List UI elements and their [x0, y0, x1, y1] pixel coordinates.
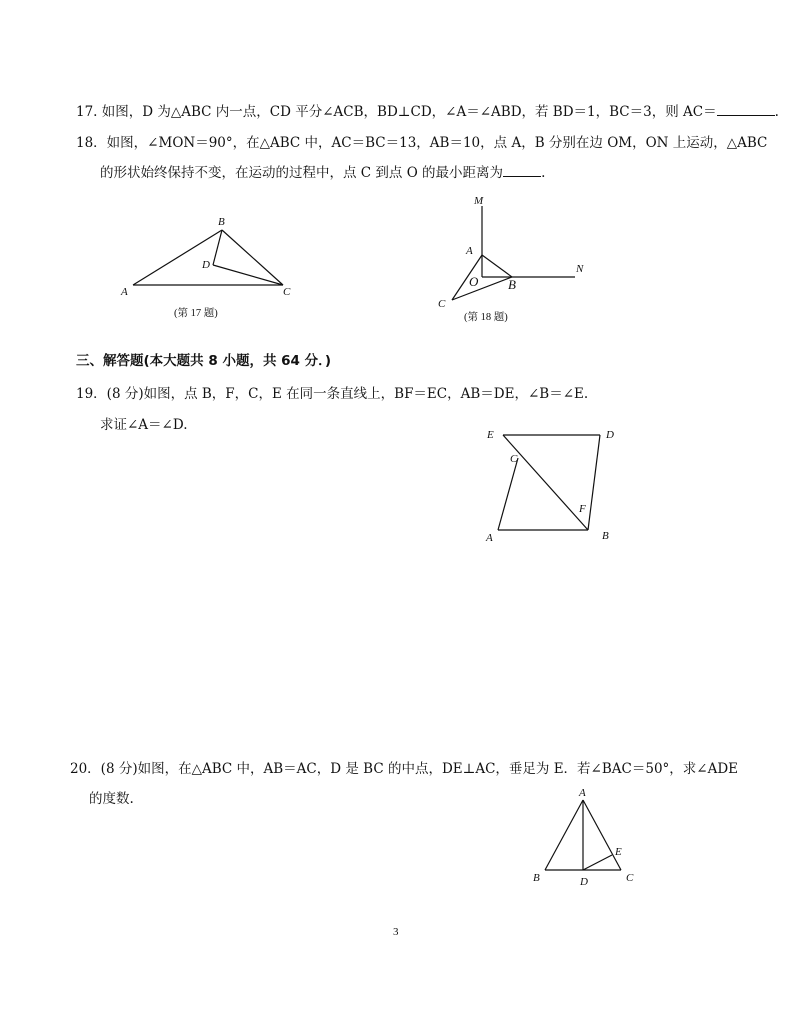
label-d: D [202, 259, 210, 271]
section-3-title: 三、解答题(本大题共 8 小题，共 64 分．) [76, 353, 332, 369]
segment-bc [452, 277, 512, 300]
segment-de [583, 855, 612, 870]
question-19-text-2: 求证∠A＝∠D. [100, 417, 188, 433]
label-c: C [626, 872, 634, 884]
label-a: A [466, 245, 473, 257]
line-ebcf [503, 435, 588, 530]
question-17-end: . [774, 104, 779, 120]
figure-19 [478, 422, 628, 547]
label-c: C [283, 286, 291, 298]
label-a: A [486, 532, 493, 544]
question-18-line2 [100, 164, 545, 182]
label-b: B [508, 277, 516, 292]
question-19-text-1: 19．(8 分)如图，点 B，F，C，E 在同一条直线上，BF＝EC，AB＝DE，∠B＝∠E. [76, 386, 589, 402]
question-19-line2 [100, 416, 188, 434]
question-18-end: . [541, 165, 546, 181]
question-19-line1 [76, 385, 588, 403]
label-b: B [533, 872, 540, 884]
question-17 [76, 103, 779, 121]
question-18-text-2: 的形状始终保持不变，在运动的过程中，点 C 到点 O 的最小距离为 [100, 165, 504, 181]
question-17-text: 17. 如图，D 为△ABC 内一点，CD 平分∠ACB，BD⊥CD，∠A＝∠ABD，若 BD＝1，BC＝3，则 AC＝ [76, 104, 717, 120]
segment-ac [498, 458, 518, 530]
answer-blank-17 [717, 103, 775, 116]
label-c: C [510, 453, 518, 465]
segment-ab [133, 230, 222, 285]
figure-17 [115, 210, 315, 330]
label-o: O [469, 274, 479, 289]
page-number: 3 [393, 926, 399, 938]
label-b: B [602, 530, 609, 542]
label-m: M [474, 195, 484, 207]
question-20-line1 [70, 760, 738, 778]
section-3-heading [76, 352, 331, 370]
label-e: E [487, 429, 494, 441]
label-e: E [615, 846, 622, 858]
label-d: D [606, 429, 614, 441]
segment-ab [545, 800, 583, 870]
question-18-line1 [76, 134, 767, 152]
label-f: F [579, 503, 586, 515]
label-n: N [576, 263, 584, 275]
segment-db [588, 435, 600, 530]
question-20-text-1: 20．(8 分)如图，在△ABC 中，AB＝AC，D 是 BC 的中点，DE⊥AC，垂足为 E．若∠BAC＝50°，求∠ADE [70, 761, 739, 777]
figure-20 [528, 785, 648, 890]
question-20-text-2: 的度数. [89, 791, 134, 807]
question-20-line2 [89, 790, 134, 808]
answer-blank-18 [503, 164, 541, 177]
label-b: B [218, 216, 225, 228]
question-18-text-1: 18．如图，∠MON＝90°，在△ABC 中，AC＝BC＝13，AB＝10，点 A，B 分别在边 OM，ON 上运动，△ABC [76, 135, 768, 151]
segment-ab [482, 255, 512, 277]
caption-17: (第 17 题) [174, 308, 218, 319]
label-a: A [121, 286, 128, 298]
label-a: A [579, 787, 586, 799]
caption-18: (第 18 题) [464, 312, 508, 323]
label-c: C [438, 298, 446, 310]
figure-18 [430, 192, 590, 327]
label-d: D [580, 876, 588, 888]
